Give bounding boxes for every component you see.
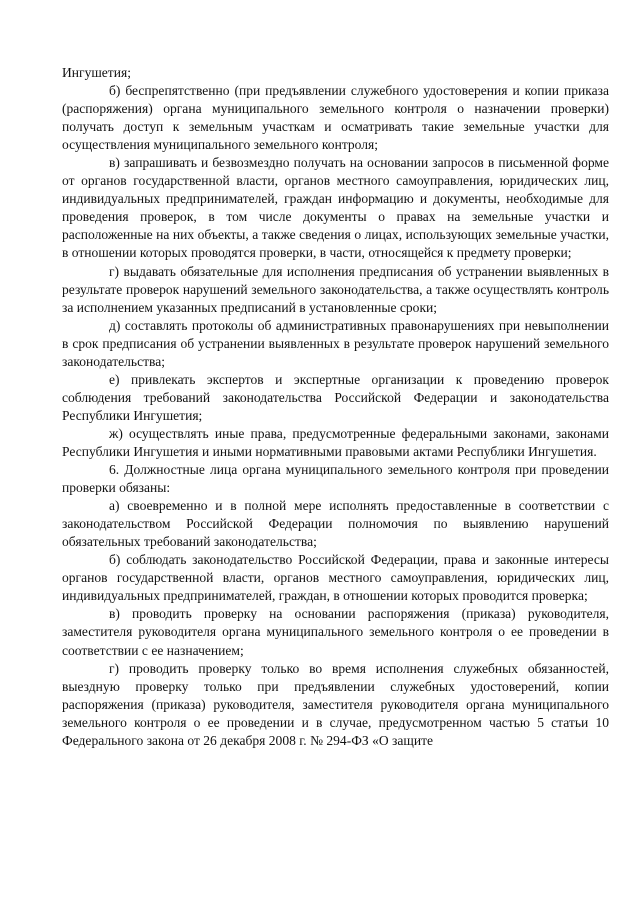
document-body (62, 64, 609, 750)
paragraph-item-b-access: б) беспрепятственно (при предъявлении служебного удостоверения и копии приказа (распоряжения) органа муниципального земельного контроля о назначении проверки) получать доступ к земельным участкам и осматривать такие земельные участки для осуществления муниципального земельного контроля; (62, 83, 609, 153)
paragraph-item-g-orders: г) выдавать обязательные для исполнения предписания об устранении выявленных в результате проверок нарушений земельного законодательства, а также осуществлять контроль за исполнением указанных предписаний в установленные сроки; (62, 263, 609, 315)
paragraph-item-a-duties: а) своевременно и в полной мере исполнять предоставленные в соответствии с законодательством Российской Федерации полномочия по выявлению нарушений обязательных требований законодательства; (62, 498, 609, 550)
paragraph-item-e-experts: е) привлекать экспертов и экспертные организации к проведению проверок соблюдения требований законодательства Российской Федерации и законодательства Республики Ингушетия; (62, 371, 609, 423)
paragraph-section-6-heading: 6. Должностные лица органа муниципального земельного контроля при проведении проверки обязаны: (62, 462, 609, 496)
paragraph-item-zh-other-rights: ж) осуществлять иные права, предусмотренные федеральными законами, законами Республики Ингушетия и иными нормативными правовыми актами Республики Ингушетия. (62, 425, 609, 459)
paragraph-item-v-request: в) запрашивать и безвозмездно получать на основании запросов в письменной форме от органов государственной власти, органов местного самоуправления, юридических лиц, индивидуальных предпринимателей, граждан информацию и документы, необходимые для проведения проверок, в том числе документы о правах на земельные участки и расположенные на них объекты, а также сведения о лицах, использующих земельные участки, в отношении которых проводятся проверки, в части, относящейся к предмету проверки; (62, 155, 609, 261)
paragraph-continuation: Ингушетия; (62, 65, 131, 80)
paragraph-item-d-protocols: д) составлять протоколы об административных правонарушениях при невыполнении в срок предписания об устранении выявленных в результате проверок нарушений земельного законодательства; (62, 317, 609, 369)
paragraph-item-b-comply: б) соблюдать законодательство Российской Федерации, права и законные интересы органов государственной власти, органов местного самоуправления, юридических лиц, индивидуальных предпринимателей, граждан, в отношении которых проводится проверка; (62, 552, 609, 604)
paragraph-item-v-basis: в) проводить проверку на основании распоряжения (приказа) руководителя, заместителя руководителя органа муниципального земельного контроля о ее проведении в соответствии с ее назначением; (62, 606, 609, 658)
paragraph-item-g-conduct: г) проводить проверку только во время исполнения служебных обязанностей, выездную проверку только при предъявлении служебных удостоверений, копии распоряжения (приказа) руководителя, заместителя руководителя органа муниципального земельного контроля о ее проведении и в случае, предусмотренном частью 5 статьи 10 Федерального закона от 26 декабря 2008 г. № 294-ФЗ «О защите (62, 660, 609, 748)
